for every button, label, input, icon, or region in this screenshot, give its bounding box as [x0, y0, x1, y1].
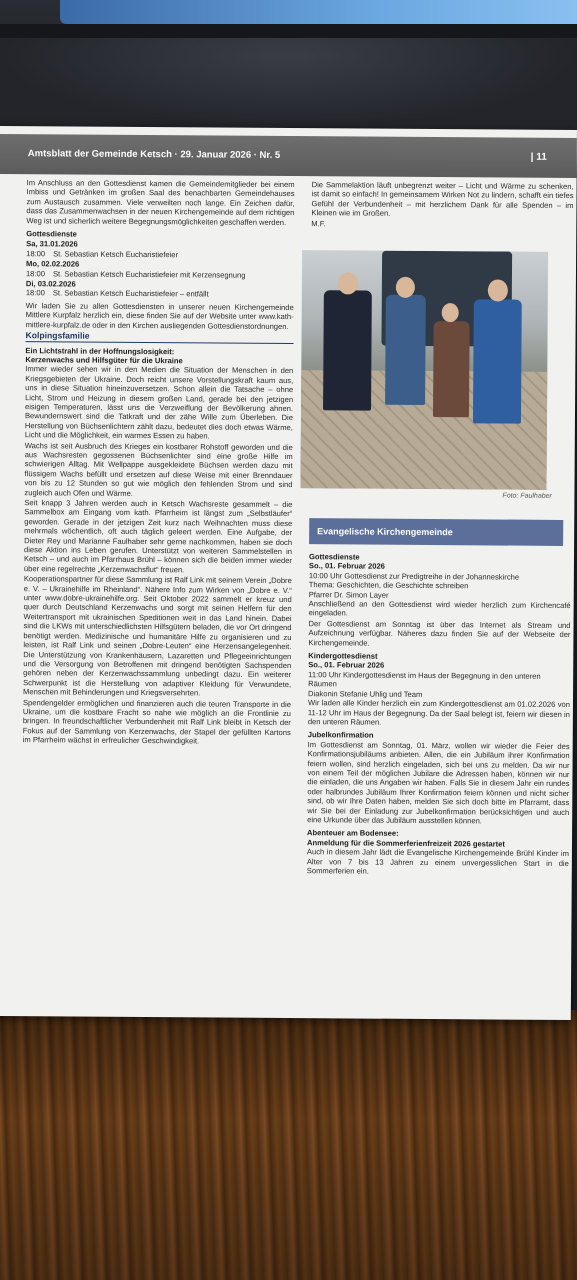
service-date: Mo, 02.02.2026 — [26, 259, 80, 269]
service-time: 18:00 — [25, 268, 46, 278]
person — [433, 321, 470, 417]
services-heading: Gottesdienste — [308, 552, 360, 562]
header-title: Amtsblatt der Gemeinde Ketsch · 29. Januar 2026 · Nr. 5 — [27, 148, 281, 161]
person — [323, 290, 372, 410]
article-paragraph: Wachs ist seit Ausbruch des Krieges ein kostbarer Rohstoff geworden und die aus Wachsresten gegossenen Büchsenlichter sind eine große Hilfe im schwierigen Alltag. Mit Wellpappe ausgekleidete Büchsen werden dazu mit flüssigem Wachs befüllt und ersetzen auf diese Weise mit einer Brenndauer von bis zu 12 Stunden so gut wie möglich den fehlenden Strom und sind zugleich auch Ofen und Wärme. — [24, 440, 293, 498]
services-heading: Gottesdienste — [26, 229, 77, 239]
page-header — [0, 134, 577, 178]
laptop-body — [0, 38, 577, 128]
person — [385, 295, 426, 405]
service-time: 18:00 — [25, 288, 45, 298]
trip-heading: Abenteuer am Bodensee: — [307, 828, 399, 839]
service-date: Sa, 31.01.2026 — [26, 239, 78, 249]
laptop-background — [0, 0, 577, 130]
person-head — [338, 272, 358, 294]
article-paragraph: Kooperationspartner für diese Sammlung ist Ralf Link mit seinem Verein „Dobre e. V. – Ukrainehilfe im Rheinland“. Nähere Info zum Wirken von „Dobre e. V.“ unter www.dobre-ukrainehilfe.org. Seit Oktober 2022 sammelt er kreuz und quer durch Deutschland Kerzenwachs und sorgt mit seinen Helfern für den Weitertransport mit ukrainischen Speditionen weit in das Land hinein. Dabei sind die LKWs mit unterschiedlichsten Hilfsgütern beladen, die vor Ort dringend benötigt werden. Medizinische und humanitäre Hilfe zu organisieren und zu leisten, ist Ralf Link und seinen „Dobre-Leuten“ eine Herzensangelegenheit. Die Unterstützung von Krankenhäusern, Lazaretten und Pflegeeinrichtungen und die Versorgung von Betroffenen mit dringend benötigten Sachspenden gehören neben der Kerzenwachssammlung unbedingt dazu. Ein weiterer Schwerpunkt ist die Herstellung von adaptiver Kleidung für Verwundete, Menschen mit Behinderungen und Kriegsversehrten. — [23, 574, 292, 698]
service-text: St. Sebastian Ketsch Eucharistiefeier mit Kerzensegnung — [52, 269, 246, 280]
newspaper-page — [0, 126, 577, 1020]
trip-text: Auch in diesem Jahr lädt die Evangelische Kirchengemeinde Brühl Kinder im Alter von 7 bis 13 Jahren zu einem unvergesslichen Start in die Sommerferien ein. — [306, 847, 569, 876]
page-number: | 11 — [530, 151, 547, 163]
laptop-bezel — [0, 24, 577, 38]
group-photo — [300, 250, 548, 490]
service-entry — [26, 289, 294, 300]
article-paragraph: Seit knapp 3 Jahren werden auch in Ketsch Wachsreste gesammelt – die Sammelbox am Eingang vom kath. Pfarrheim ist längst zum „Selbstläufer“ geworden. Gerade in der jetzigen Zeit kurz nach Weihnachten muss diese mehrmals wöchentlich, oft auch täglich geleert werden. Eine Aufgabe, der Dieter Rey und Marianne Faulhaber sehr gerne nachkommen, haben sie doch diese Aktion ins Leben gerufen. Unterstützt von weiteren Sammelstellen in Ketsch – und auch im Pfarrhaus Brühl – können sich die beiden immer wieder über eine regelrechte „Kerzenwachsflut“ freuen. — [23, 498, 293, 575]
confirmation-heading: Jubelkonfirmation — [307, 730, 374, 740]
service-line: 11:00 Uhr Kindergottesdienst im Haus der Begegnung in den unteren Räumen — [308, 670, 541, 689]
article-paragraph: Spendengelder ermöglichen und finanzieren auch die teuren Transporte in die Ukraine, um die kostbare Fracht so nahe wie möglich an die Frontlinie zu bringen. In freundschaftlicher Verbundenheit mit Ralf Link bleibt in Ketsch der Fokus auf der Sammlung von Kerzenwachs, der Stapel der gefüllten Kartons im Pfarrheim wächst in erfreulicher Geschwindigkeit. — [22, 697, 292, 746]
trip-subheading: Anmeldung für die Sommerferienfreizeit 2026 gestartet — [306, 837, 505, 849]
signature: M.F. — [311, 218, 326, 228]
photo-caption: Foto: Faulhaber — [502, 492, 552, 500]
article-title: Ein Lichtstrahl in der Hoffnungslosigkeit: — [25, 345, 175, 356]
service-text: St. Sebastian Ketsch Eucharistiefeier — [53, 249, 179, 260]
person-head — [488, 279, 508, 301]
service-entry — [26, 249, 294, 260]
service-line: 10:00 Uhr Gottesdienst zur Predigtreihe in der Johanneskirche — [308, 570, 520, 582]
service-line: Thema: Geschichten, die Geschichte schreiben — [308, 580, 469, 591]
church-news-column — [307, 552, 571, 878]
closing-paragraph: Die Sammelaktion läuft unbegrenzt weiter – Licht und Wärme zu schenken, ist damit so einfach! In gemeinsamem Wirken Not zu lindern, schafft ein tiefes Gefühl der Verbundenheit – mit herzlichem Dank für alle Spenden – im Kleinen wie im Großen. — [311, 180, 574, 218]
kolping-heading: Kolpingsfamilie — [25, 331, 293, 343]
section-band — [309, 518, 563, 546]
service-note: Der Gottesdienst am Sonntag ist über das Internet als Stream und Aufzeichnung verfügbar. Näheres dazu finden Sie auf der Webseite der Kirchengemeinde. — [308, 619, 571, 648]
service-date: So., 01. Februar 2026 — [308, 561, 385, 572]
article-paragraph: Immer wieder sehen wir in den Medien die Situation der Menschen in den Kriegsgebieten der Ukraine. Doch reicht unsere Vorstellungskraft kaum aus, uns in diese Situation hineinzuversetzen. Schon allein die Tatsache – ohne Licht, Strom und Heizung in diesem großen Land, gerade bei den jetzigen eisigen Temperaturen, lässt uns die Verzweiflung der Bevölkerung ahnen. Bewundernswert sind die Tatkraft und der zähe Wille zum Überleben. Die Herstellung von Büchsenlichtern zählt dazu, bedeutet dies doch etwas Wärme, Licht und die Möglichkeit, ein warmes Essen zu haben. — [24, 364, 294, 441]
article-subtitle: Kerzenwachs und Hilfsgüter für die Ukraine — [25, 355, 183, 366]
section-band-title: Evangelische Kirchengemeinde — [317, 526, 453, 538]
person — [473, 299, 522, 423]
kids-service-heading: Kindergottesdienst — [308, 651, 378, 661]
service-time: 18:00 — [26, 249, 46, 259]
service-note: Wir laden alle Kinder herzlich ein zum Kindergottesdienst am 01.02.2026 von 11-12 Uhr im Haus der Begegnung. Da der Saal belegt ist, feiern wir diesen in den unteren Räumen. — [307, 698, 571, 727]
service-date: Di, 03.02.2026 — [25, 279, 76, 289]
invite-paragraph: Wir laden Sie zu allen Gottesdiensten in unserer neuen Kirchengemeinde Mittlere Kurpfalz herzlich ein, diese finden Sie auf der Website unter www.kath-mittlere-kurpfalz.de oder in den Kirchen ausliegenden Gottesdienstordnungen. — [25, 301, 294, 331]
intro-paragraph: Im Anschluss an den Gottesdienst kamen die Gemeindemitglieder bei einem Imbiss und Getränken im großen Saal des benachbarten Gemeindehauses zum Austausch zusammen. Viele verweilten noch lange. Ein Zeichen dafür, dass das Zusammenwachsen in der neuen Kirchengemeinde auf dem richtigen Weg ist und sicherlich weitere Begegnungsmöglichkeiten geschaffen werden. — [26, 178, 295, 227]
laptop-screen-edge — [60, 0, 577, 24]
person-head — [442, 303, 459, 322]
left-column — [23, 178, 295, 747]
service-note: Anschließend an den Gottesdienst wird wieder herzlich zum Kirchencafé eingeladen. — [308, 599, 571, 618]
service-line: Diakonin Stefanie Uhlig und Team — [308, 688, 423, 699]
service-line: Pfarrer Dr. Simon Layer — [308, 589, 389, 600]
service-text: St. Sebastian Ketsch Eucharistiefeier – entfällt — [52, 288, 209, 299]
table-shadow — [0, 1010, 577, 1280]
confirmation-text: Im Gottesdienst am Sonntag, 01. März, wollen wir wieder die Feier des Konfirmationsjubiläums anbieten. Allen, die ein Jubiläum ihrer Konfirmation feiern wollen, sind herzlich eingeladen, sich bei uns zu melden. Da wir nur von einem Teil der möglichen Jubilare die Adressen haben, können wir nur die einladen, die uns Angaben wir haben. Falls Sie in diesem Jahr ein rundes oder halbrundes Jubiläum Ihrer Konfirmation feiern können und nicht sicher sind, ob wir Ihre Daten haben, melden Sie sich doch bitte im Pfarramt, dass wir Sie bei der Einladung zur Jubelkonfirmation berücksichtigen und auch eine Urkunde über das Jubiläum ausstellen können. — [307, 739, 570, 826]
service-date: So., 01. Februar 2026 — [308, 660, 385, 671]
person-head — [396, 277, 415, 298]
right-column — [311, 180, 573, 230]
service-entry — [26, 269, 294, 280]
